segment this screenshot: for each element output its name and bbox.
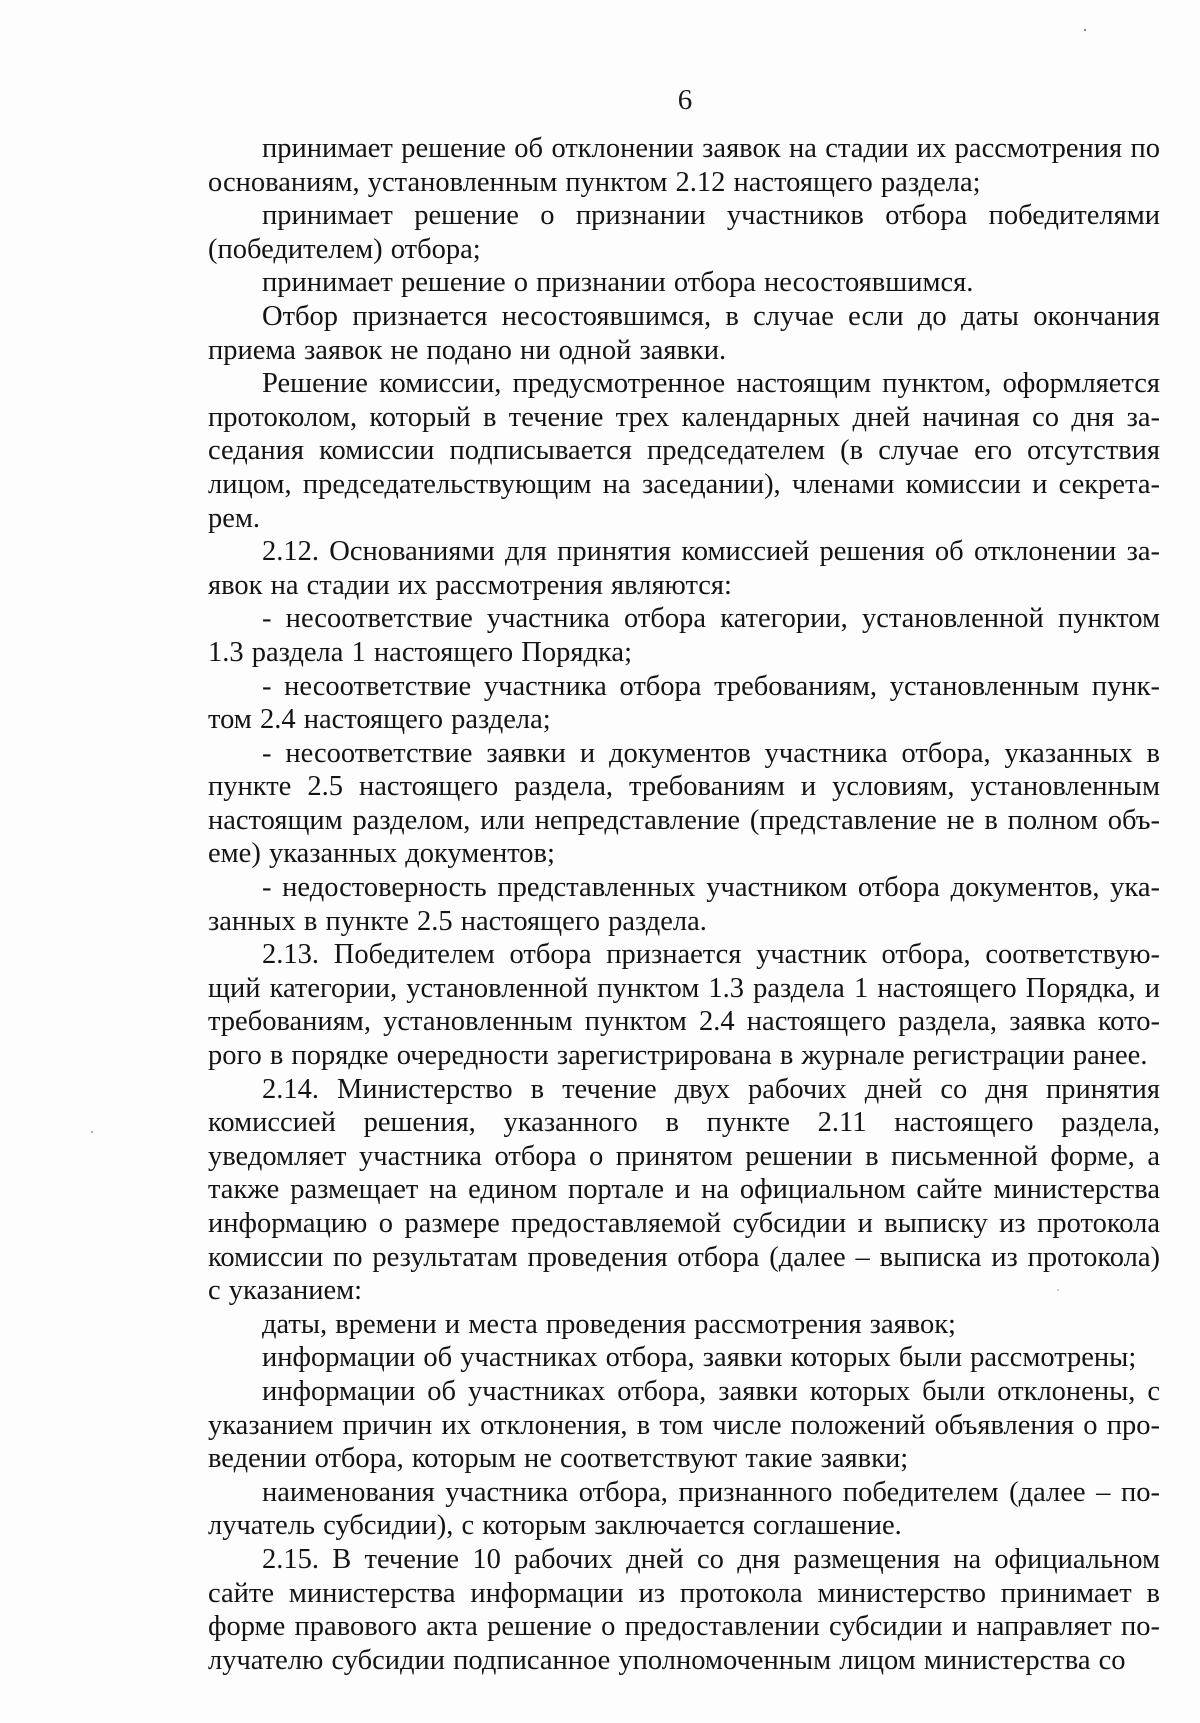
paragraph: 2.13. Победителем отбора признается участник отбора, соответствующий категории, установленной пунктом 1.3 раздела 1 настоящего Порядка, и требованиям, установленным пунктом 2.4 настоящего раздела, заявка которого в порядке очередности зарегистрирована в журнале регистрации ранее. [208,939,1160,1072]
paragraph: - несоответствие участника отбора требованиям, установленным пунктом 2.4 настоящего раздела; [208,670,1160,736]
paragraph: принимает решение об отклонении заявок на стадии их рассмотрения по основаниям, установленным пунктом 2.12 настоящего раздела; [208,133,1160,198]
paragraph: - недостоверность представленных участником отбора документов, указанных в пункте 2.5 настоящего раздела. [208,872,1160,937]
paragraph: 2.15. В течение 10 рабочих дней со дня размещения на официальном сайте министерства информации из протокола министерство принимает в форме правового акта решение о предоставлении субсидии и направляет получателю субсидии подписанное уполномоченным лицом министерства со [208,1543,1160,1676]
paragraph: информации об участниках отбора, заявки которых были рассмотрены; [262,1342,1137,1374]
paragraph: даты, времени и места проведения рассмотрения заявок; [262,1308,956,1340]
paragraph: принимает решение о признании отбора несостоявшимся. [262,267,974,299]
paragraph: 2.12. Основаниями для принятия комиссией решения об отклонении заявок на стадии их рассмотрения являются: [208,536,1160,601]
paragraph: информации об участниках отбора, заявки которых были отклонены, с указанием причин их отклонения, в том числе положений объявления о проведении отбора, которым не соответствуют такие заявки; [208,1375,1160,1475]
paragraph: Решение комиссии, предусмотренное настоящим пунктом, оформляется протоколом, который в течение трех календарных дней начиная со дня заседания комиссии подписывается председателем (в случае его отсутствия лицом, председательствующим на заседании), членами комиссии и секретарем. [208,368,1160,534]
paragraph: принимает решение о признании участников отбора победителями (победителем) отбора; [208,200,1160,265]
paragraph: - несоответствие участника отбора категории, установленной пунктом 1.3 раздела 1 настоящего Порядка; [208,603,1160,668]
document-body [208,132,1160,1677]
paragraph: 2.14. Министерство в течение двух рабочих дней со дня принятия комиссией решения, указанного в пункте 2.11 настоящего раздела, уведомляет участника отбора о принятом решении в письменной форме, а также размещает на едином портале и на официальном сайте министерства информацию о размере предоставляемой субсидии и выписку из протокола комиссии по результатам проведения отбора (далее – выписка из протокола) с указанием: [208,1073,1160,1307]
page-number: 6 [677,84,693,116]
paragraph: наименования участника отбора, признанного победителем (далее – получатель субсидии), с которым заключается соглашение. [208,1476,1160,1542]
paragraph: Отбор признается несостоявшимся, в случае если до даты окончания приема заявок не подано ни одной заявки. [208,300,1160,366]
paragraph: - несоответствие заявки и документов участника отбора, указанных в пункте 2.5 настоящего раздела, требованиям и условиям, установленным настоящим разделом, или непредставление (представление не в полном объеме) указанных документов; [208,737,1160,870]
